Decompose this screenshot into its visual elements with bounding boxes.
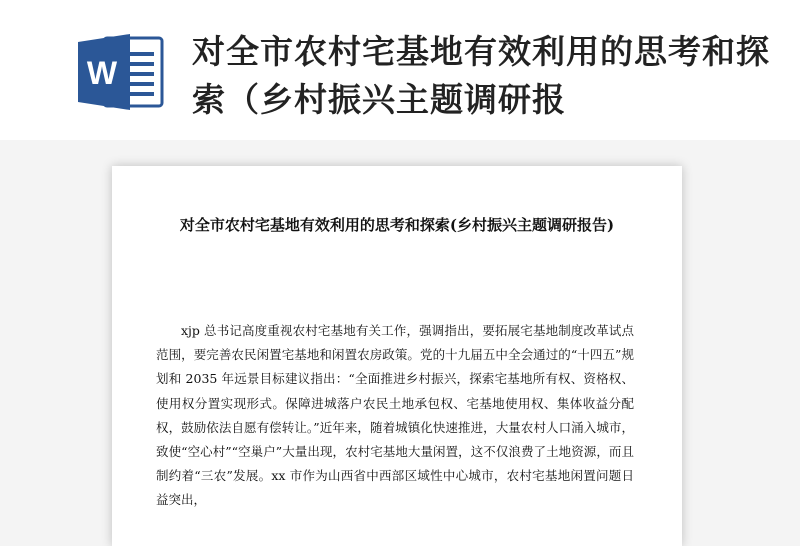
- document-title: 对全市农村宅基地有效利用的思考和探索(乡村振兴主题调研报告): [179, 216, 615, 234]
- file-title: 对全市农村宅基地有效利用的思考和探索（乡村振兴主题调研报: [192, 32, 770, 119]
- word-icon: [78, 32, 164, 112]
- document-body: [156, 319, 634, 513]
- body-paragraph: xjp 总书记高度重视农村宅基地有关工作，强调指出，要拓展宅基地制度改革试点范围，要完善农民闲置宅基地和闲置农房政策。党的十九届五中全会通过的“十四五”规划和 2035 年远景目标建议指出：“全面推进乡村振兴，探索宅基地所有权、资格权、使用权分置实现形式。保障进城落户农民土地承包权、宅基地使用权、集体收益分配权，鼓励依法自愿有偿转让。”近年来，随着城镇化快速推进，大量农村人口涌入城市，致使“空心村”“空巢户”大量出现，农村宅基地大量闲置，这不仅浪费了土地资源，而且制约着“三农”发展。xx 市作为山西省中西部区域性中心城市，农村宅基地闲置问题日益突出，: [156, 323, 634, 508]
- document-page: [112, 166, 682, 546]
- header-banner: [0, 0, 800, 140]
- word-icon-letter: W: [86, 55, 118, 91]
